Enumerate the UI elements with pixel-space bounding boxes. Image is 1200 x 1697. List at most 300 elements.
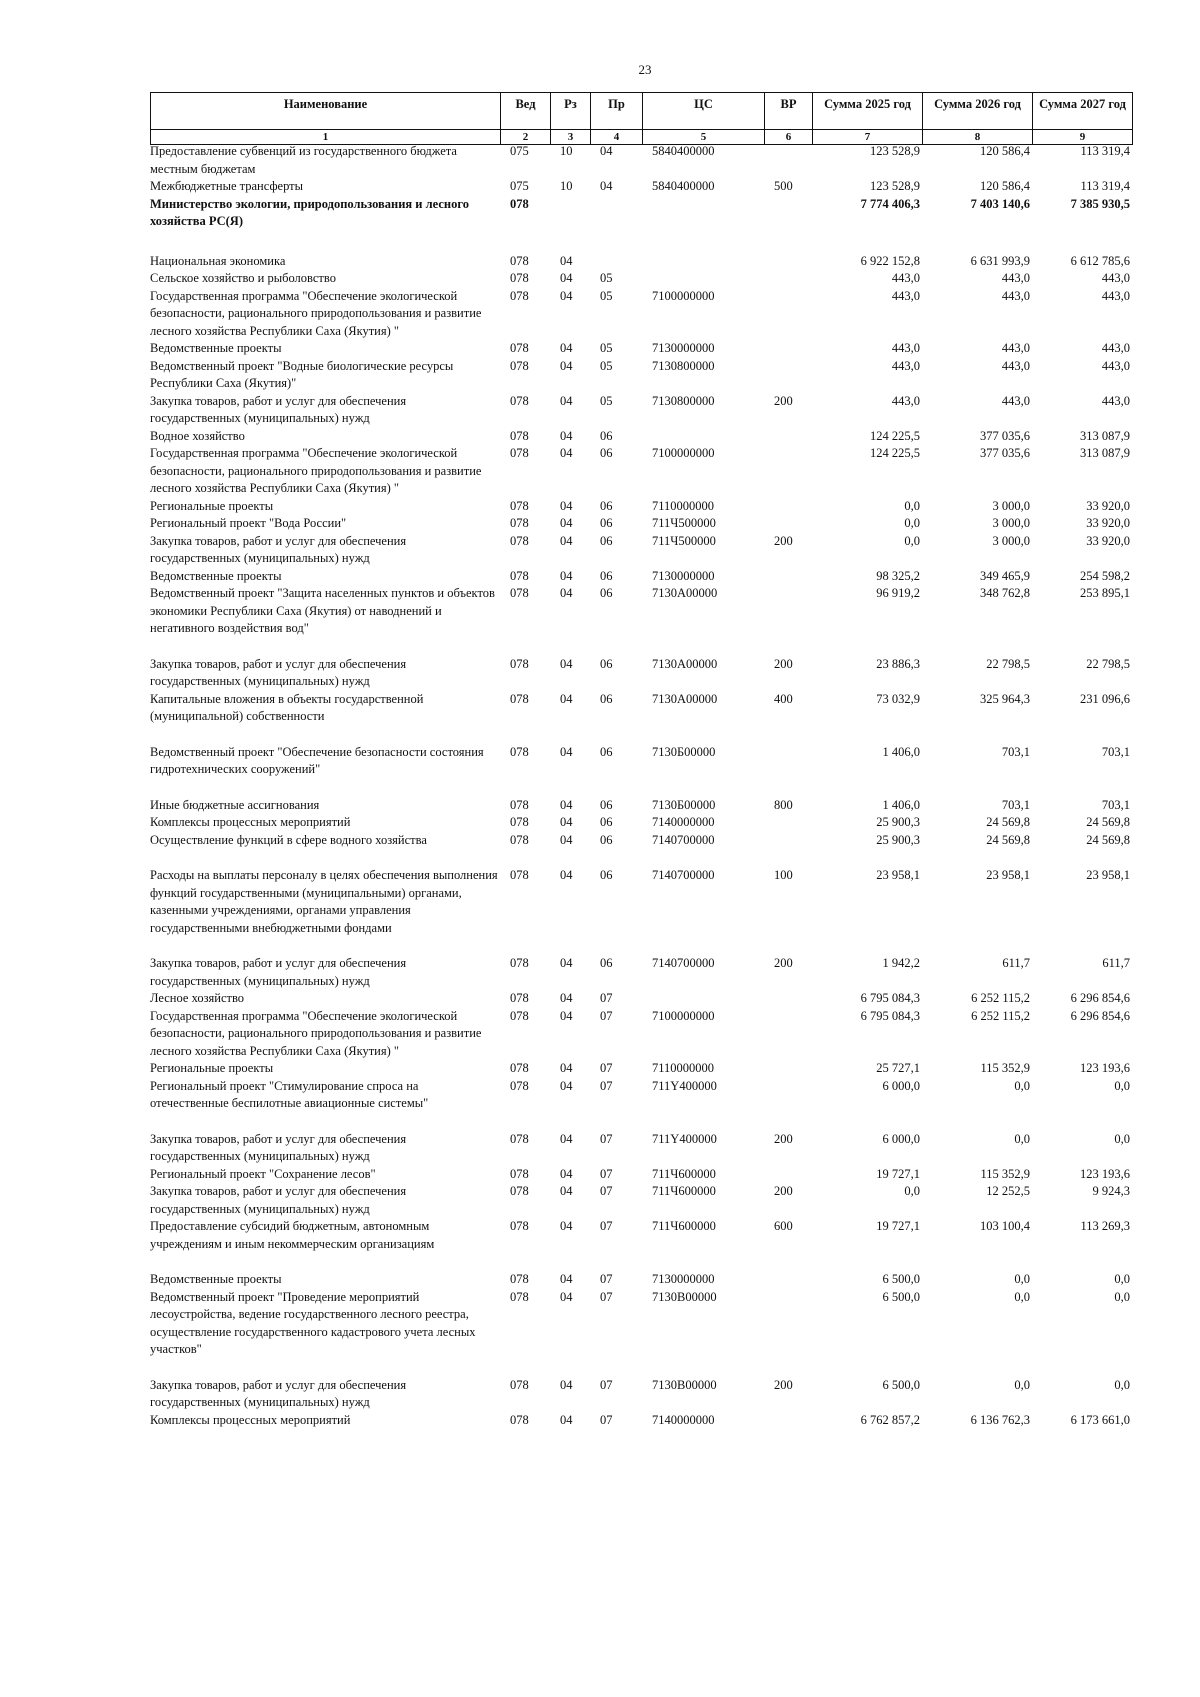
row-rz: 04 — [560, 288, 573, 303]
row-name: Региональный проект "Сохранение лесов" — [150, 1166, 376, 1181]
row-rz: 04 — [560, 446, 573, 460]
row-rz: 04 — [560, 533, 573, 548]
row-vr — [764, 1271, 812, 1289]
row-pr: 05 — [600, 271, 613, 285]
table-row — [150, 393, 1132, 428]
header-number: 9 — [1033, 130, 1133, 145]
row-sum-2026: 12 252,5 — [986, 1184, 1030, 1198]
table-row — [150, 1183, 1132, 1218]
row-sum-2026: 115 352,9 — [980, 1166, 1030, 1181]
row-sum-2025: 6 795 084,3 — [860, 1008, 920, 1023]
row-sum-2026: 24 569,8 — [986, 815, 1030, 829]
header-sum-2027: Сумма 2027 год — [1033, 93, 1133, 130]
row-cs: 7140700000 — [652, 956, 715, 970]
row-ved: 078 — [510, 393, 529, 408]
row-ved: 078 — [510, 797, 529, 812]
row-cs: 7100000000 — [652, 446, 715, 460]
row-cs: 711Ч600000 — [652, 1166, 716, 1181]
row-cs: 5840400000 — [652, 179, 715, 193]
table-row — [150, 196, 1132, 253]
row-vr — [764, 270, 812, 288]
row-ved: 078 — [510, 815, 529, 829]
row-vr: 100 — [774, 868, 793, 882]
row-sum-2026: 0,0 — [1014, 1289, 1030, 1304]
row-name: Капитальные вложения в объекты государственной (муниципальной) собственности — [150, 691, 424, 723]
table-row — [150, 533, 1132, 568]
row-cs: 7130000000 — [652, 1272, 715, 1286]
row-pr: 05 — [600, 393, 613, 408]
table-row — [150, 867, 1132, 955]
row-pr: 06 — [600, 956, 613, 970]
row-pr: 07 — [600, 1219, 613, 1233]
row-ved: 078 — [510, 533, 529, 548]
row-cs: 7130А00000 — [652, 586, 718, 600]
row-pr: 07 — [600, 1289, 613, 1304]
table-row — [150, 1166, 1132, 1184]
row-cs: 7130Б00000 — [652, 797, 716, 812]
row-vr: 200 — [774, 533, 793, 548]
row-pr: 06 — [600, 691, 613, 706]
row-rz: 04 — [560, 568, 573, 583]
row-rz: 04 — [560, 586, 573, 600]
row-vr — [764, 515, 812, 533]
row-sum-2026: 0,0 — [1014, 1377, 1030, 1392]
row-pr: 06 — [600, 815, 613, 829]
row-vr — [764, 1166, 812, 1184]
row-sum-2027: 313 087,9 — [1080, 446, 1130, 460]
row-ved: 078 — [510, 1061, 529, 1075]
row-cs: 711Ч500000 — [652, 533, 716, 548]
row-name: Комплексы процессных мероприятий — [150, 815, 351, 829]
row-sum-2026: 23 958,1 — [986, 868, 1030, 882]
row-cs: 7100000000 — [652, 1008, 715, 1023]
table-row — [150, 143, 1132, 178]
row-pr: 06 — [600, 568, 613, 583]
row-rz: 04 — [560, 1272, 573, 1286]
row-pr: 06 — [600, 428, 613, 443]
row-pr: 07 — [600, 1131, 613, 1146]
row-name: Государственная программа "Обеспечение экологической безопасности, рационального природопользования и развитие лесного хозяйства Республики Саха (Якутия) " — [150, 288, 482, 338]
row-rz: 04 — [560, 744, 573, 759]
row-sum-2027: 24 569,8 — [1086, 815, 1130, 829]
row-sum-2027: 113 319,4 — [1080, 179, 1130, 193]
row-pr: 06 — [600, 586, 613, 600]
header-number: 4 — [591, 130, 643, 145]
row-vr — [764, 143, 812, 178]
row-sum-2026: 6 252 115,2 — [971, 1008, 1030, 1023]
row-sum-2026: 377 035,6 — [980, 446, 1030, 460]
table-header — [150, 92, 1133, 145]
row-sum-2026: 115 352,9 — [980, 1061, 1030, 1075]
row-rz: 04 — [560, 956, 573, 970]
row-sum-2025: 19 727,1 — [876, 1166, 920, 1181]
row-rz — [550, 196, 590, 253]
row-rz: 04 — [560, 1166, 573, 1181]
row-rz: 04 — [560, 868, 573, 882]
row-sum-2026: 6 631 993,9 — [970, 253, 1030, 268]
row-sum-2025: 443,0 — [891, 288, 920, 303]
row-sum-2025: 1 406,0 — [882, 744, 920, 759]
row-rz: 04 — [560, 797, 573, 812]
row-cs: 7130800000 — [652, 393, 715, 408]
table-row — [150, 1078, 1132, 1131]
row-name: Водное хозяйство — [150, 428, 245, 443]
row-pr: 06 — [600, 868, 613, 882]
row-rz: 04 — [560, 656, 573, 671]
row-sum-2025: 6 922 152,8 — [860, 253, 920, 268]
row-name: Закупка товаров, работ и услуг для обеспечения государственных (муниципальных) нужд — [150, 956, 407, 988]
table-row — [150, 253, 1132, 271]
row-ved: 078 — [510, 1219, 529, 1233]
table-row — [150, 955, 1132, 990]
row-sum-2026: 443,0 — [1001, 271, 1030, 285]
row-sum-2025: 123 528,9 — [870, 144, 920, 158]
row-sum-2025: 0,0 — [904, 1184, 920, 1198]
row-rz: 04 — [560, 516, 573, 530]
row-sum-2027: 703,1 — [1101, 797, 1130, 812]
row-sum-2026: 703,1 — [1001, 744, 1030, 759]
header-number: 6 — [765, 130, 813, 145]
row-name: Государственная программа "Обеспечение экологической безопасности, рационального природопользования и развитие лесного хозяйства Республики Саха (Якутия) " — [150, 1008, 482, 1058]
row-sum-2026: 703,1 — [1001, 797, 1030, 812]
row-sum-2025: 443,0 — [891, 393, 920, 408]
row-pr: 06 — [600, 516, 613, 530]
row-ved: 078 — [510, 568, 529, 583]
row-vr: 200 — [774, 1377, 793, 1392]
row-sum-2025: 19 727,1 — [876, 1219, 920, 1233]
header-rz: Рз — [551, 93, 591, 130]
row-name: Ведомственный проект "Проведение мероприятий лесоустройства, ведение государственного лесного реестра, осуществление государственного кадастрового учета лесных участков" — [150, 1289, 476, 1356]
row-sum-2026: 0,0 — [1014, 1078, 1030, 1093]
row-rz: 04 — [560, 815, 573, 829]
table-row — [150, 1271, 1132, 1289]
row-name: Иные бюджетные ассигнования — [150, 797, 320, 812]
row-cs: 7110000000 — [652, 498, 715, 513]
row-ved: 078 — [510, 341, 529, 355]
row-sum-2025: 25 900,3 — [876, 815, 920, 829]
row-vr: 200 — [774, 1131, 793, 1146]
table-row — [150, 744, 1132, 797]
row-ved: 078 — [510, 1412, 529, 1427]
row-cs: 7140000000 — [652, 1412, 715, 1427]
row-pr: 07 — [600, 1272, 613, 1286]
row-vr: 200 — [774, 1184, 793, 1198]
row-pr: 04 — [600, 144, 613, 158]
row-cs — [642, 428, 764, 446]
row-sum-2025: 0,0 — [904, 516, 920, 530]
row-name: Закупка товаров, работ и услуг для обеспечения государственных (муниципальных) нужд — [150, 656, 407, 688]
row-sum-2027: 611,7 — [1102, 956, 1130, 970]
row-rz: 04 — [560, 1131, 573, 1146]
row-vr: 500 — [774, 179, 793, 193]
row-cs: 7140700000 — [652, 868, 715, 882]
row-ved: 078 — [510, 1272, 529, 1286]
row-sum-2027: 33 920,0 — [1086, 533, 1130, 548]
table-row — [150, 990, 1132, 1008]
row-rz: 04 — [560, 253, 573, 268]
row-name: Ведомственные проекты — [150, 1272, 282, 1286]
row-sum-2026: 443,0 — [1001, 358, 1030, 373]
row-vr — [764, 288, 812, 341]
row-sum-2027: 0,0 — [1114, 1377, 1130, 1392]
row-sum-2025: 6 762 857,2 — [860, 1412, 920, 1427]
budget-table — [150, 143, 1132, 1429]
table-row — [150, 498, 1132, 516]
header-number: 5 — [643, 130, 765, 145]
row-rz: 04 — [560, 1008, 573, 1023]
row-name: Министерство экологии, природопользования и лесного хозяйства РС(Я) — [150, 196, 469, 228]
row-sum-2026: 3 000,0 — [992, 533, 1030, 548]
row-sum-2027: 231 096,6 — [1080, 691, 1130, 706]
row-rz: 04 — [560, 428, 573, 443]
row-pr: 06 — [600, 498, 613, 513]
row-sum-2027: 443,0 — [1101, 393, 1130, 408]
row-cs: 7140700000 — [652, 832, 715, 847]
row-rz: 04 — [560, 1184, 573, 1198]
row-sum-2025: 23 958,1 — [876, 868, 920, 882]
row-sum-2027: 6 296 854,6 — [1070, 991, 1130, 1005]
row-sum-2027: 443,0 — [1101, 358, 1130, 373]
table-row — [150, 340, 1132, 358]
row-pr — [590, 253, 642, 271]
row-sum-2026: 22 798,5 — [986, 656, 1030, 671]
row-rz: 04 — [560, 498, 573, 513]
row-ved: 078 — [510, 358, 529, 373]
row-vr — [764, 814, 812, 832]
row-sum-2027: 123 193,6 — [1080, 1061, 1130, 1075]
row-sum-2025: 1 942,2 — [882, 956, 920, 970]
row-sum-2025: 124 225,5 — [870, 428, 920, 443]
row-sum-2025: 1 406,0 — [882, 797, 920, 812]
row-rz: 04 — [560, 1078, 573, 1093]
row-sum-2027: 33 920,0 — [1086, 498, 1130, 513]
row-sum-2026: 443,0 — [1001, 341, 1030, 355]
row-vr — [764, 445, 812, 498]
table-row — [150, 656, 1132, 691]
row-sum-2027: 7 385 930,5 — [1070, 196, 1130, 211]
row-rz: 04 — [560, 393, 573, 408]
row-sum-2025: 6 500,0 — [882, 1377, 920, 1392]
row-ved: 075 — [510, 179, 529, 193]
row-vr — [764, 990, 812, 1008]
row-vr: 200 — [774, 393, 793, 408]
row-sum-2026: 6 136 762,3 — [970, 1412, 1030, 1427]
row-rz: 04 — [560, 1219, 573, 1233]
row-ved: 078 — [510, 253, 529, 268]
row-sum-2027: 0,0 — [1114, 1131, 1130, 1146]
header-sum-2025: Сумма 2025 год — [813, 93, 923, 130]
row-ved: 078 — [510, 868, 529, 882]
row-name: Ведомственный проект "Водные биологические ресурсы Республики Саха (Якутия)" — [150, 358, 454, 390]
row-sum-2026: 348 762,8 — [980, 586, 1030, 600]
page-number: 23 — [638, 62, 652, 77]
row-sum-2025: 98 325,2 — [876, 568, 920, 583]
table-row — [150, 1412, 1132, 1430]
row-ved: 078 — [510, 1008, 529, 1023]
table-row — [150, 691, 1132, 744]
row-name: Ведомственные проекты — [150, 341, 282, 355]
row-sum-2026: 0,0 — [1014, 1272, 1030, 1286]
row-cs: 711Y400000 — [652, 1078, 717, 1093]
row-name: Закупка товаров, работ и услуг для обеспечения государственных (муниципальных) нужд — [150, 393, 407, 425]
row-vr — [764, 1078, 812, 1131]
row-sum-2026: 443,0 — [1001, 393, 1030, 408]
row-sum-2027: 254 598,2 — [1080, 568, 1130, 583]
row-name: Комплексы процессных мероприятий — [150, 1412, 351, 1427]
row-sum-2027: 253 895,1 — [1080, 586, 1130, 600]
row-sum-2026: 611,7 — [1002, 956, 1030, 970]
row-sum-2025: 6 795 084,3 — [860, 991, 920, 1005]
row-sum-2027: 6 173 661,0 — [1070, 1412, 1130, 1427]
row-vr — [764, 568, 812, 586]
header-number: 2 — [501, 130, 551, 145]
table-row — [150, 1377, 1132, 1412]
row-cs — [642, 270, 764, 288]
row-vr — [764, 1412, 812, 1430]
row-name: Лесное хозяйство — [150, 991, 245, 1005]
row-sum-2025: 6 000,0 — [882, 1078, 920, 1093]
row-sum-2027: 313 087,9 — [1080, 428, 1130, 443]
row-pr — [590, 196, 642, 253]
row-name: Закупка товаров, работ и услуг для обеспечения государственных (муниципальных) нужд — [150, 1184, 407, 1216]
row-sum-2027: 703,1 — [1101, 744, 1130, 759]
row-sum-2025: 124 225,5 — [870, 446, 920, 460]
header-vr: ВР — [765, 93, 813, 130]
row-sum-2027: 6 296 854,6 — [1070, 1008, 1130, 1023]
row-sum-2026: 3 000,0 — [992, 516, 1030, 530]
row-pr: 04 — [600, 179, 613, 193]
row-rz: 04 — [560, 832, 573, 847]
row-name: Региональный проект "Вода России" — [150, 516, 347, 530]
table-row — [150, 288, 1132, 341]
header-number: 1 — [151, 130, 501, 145]
row-ved: 078 — [510, 1131, 529, 1146]
row-vr: 200 — [774, 956, 793, 970]
row-sum-2027: 0,0 — [1114, 1272, 1130, 1286]
row-rz: 04 — [560, 691, 573, 706]
row-pr: 06 — [600, 533, 613, 548]
row-sum-2027: 113 269,3 — [1080, 1219, 1130, 1233]
row-ved: 078 — [510, 1289, 529, 1304]
row-sum-2025: 0,0 — [904, 533, 920, 548]
row-ved: 078 — [510, 196, 529, 211]
row-cs: 711Ч600000 — [652, 1219, 716, 1233]
row-ved: 078 — [510, 744, 529, 759]
row-name: Региональный проект "Стимулирование спроса на отечественные беспилотные авиационные системы" — [150, 1078, 429, 1110]
row-sum-2027: 443,0 — [1101, 271, 1130, 285]
row-sum-2026: 443,0 — [1001, 288, 1030, 303]
row-ved: 078 — [510, 446, 529, 460]
row-sum-2027: 6 612 785,6 — [1070, 253, 1130, 268]
row-pr: 06 — [600, 797, 613, 812]
table-row — [150, 445, 1132, 498]
table-row — [150, 178, 1132, 196]
row-ved: 078 — [510, 656, 529, 671]
row-vr: 800 — [774, 797, 793, 812]
row-ved: 078 — [510, 288, 529, 303]
row-name: Закупка товаров, работ и услуг для обеспечения государственных (муниципальных) нужд — [150, 533, 407, 565]
table-row — [150, 832, 1132, 868]
header-number: 3 — [551, 130, 591, 145]
row-sum-2027: 22 798,5 — [1086, 656, 1130, 671]
row-sum-2027: 113 319,4 — [1080, 144, 1130, 158]
row-name: Закупка товаров, работ и услуг для обеспечения государственных (муниципальных) нужд — [150, 1131, 407, 1163]
row-cs: 7100000000 — [652, 288, 715, 303]
row-sum-2025: 96 919,2 — [876, 586, 920, 600]
header-pr: Пр — [591, 93, 643, 130]
row-name: Региональные проекты — [150, 1061, 274, 1075]
row-sum-2026: 0,0 — [1014, 1131, 1030, 1146]
row-sum-2027: 123 193,6 — [1080, 1166, 1130, 1181]
row-sum-2026: 349 465,9 — [980, 568, 1030, 583]
row-sum-2027: 24 569,8 — [1086, 832, 1130, 847]
row-ved: 078 — [510, 1166, 529, 1181]
row-rz: 04 — [560, 991, 573, 1005]
row-vr — [764, 196, 812, 253]
row-vr: 600 — [774, 1219, 793, 1233]
row-vr — [764, 253, 812, 271]
row-pr: 06 — [600, 832, 613, 847]
row-cs — [642, 196, 764, 253]
row-sum-2025: 25 727,1 — [876, 1061, 920, 1075]
row-ved: 078 — [510, 956, 529, 970]
table-row — [150, 1008, 1132, 1061]
row-name: Расходы на выплаты персоналу в целях обеспечения выполнения функций государственными (муниципальными) органами, казенными учреждениями, органами управления государственными внебюджетными фондами — [150, 868, 498, 935]
row-name: Ведомственный проект "Защита населенных пунктов и объектов экономики Республики Саха (Якутия) от наводнений и негативного воздействия вод" — [150, 586, 495, 635]
table-row — [150, 568, 1132, 586]
table-row — [150, 358, 1132, 393]
row-ved: 078 — [510, 428, 529, 443]
row-ved: 078 — [510, 586, 529, 600]
row-ved: 078 — [510, 1377, 529, 1392]
row-pr: 07 — [600, 991, 613, 1005]
header-ved: Вед — [501, 93, 551, 130]
row-pr: 06 — [600, 446, 613, 460]
table-row — [150, 1218, 1132, 1271]
table-row — [150, 515, 1132, 533]
row-vr — [764, 358, 812, 393]
header-name: Наименование — [151, 93, 501, 130]
row-sum-2026: 325 964,3 — [980, 691, 1030, 706]
row-sum-2026: 103 100,4 — [980, 1219, 1030, 1233]
row-cs: 7130800000 — [652, 358, 715, 373]
row-vr: 200 — [774, 656, 793, 671]
row-ved: 078 — [510, 498, 529, 513]
row-ved: 078 — [510, 271, 529, 285]
row-ved: 078 — [510, 691, 529, 706]
row-name: Межбюджетные трансферты — [150, 179, 304, 193]
row-vr: 400 — [774, 691, 793, 706]
row-rz: 04 — [560, 1061, 573, 1075]
table-row — [150, 428, 1132, 446]
row-sum-2025: 443,0 — [891, 271, 920, 285]
row-name: Государственная программа "Обеспечение экологической безопасности, рационального природопользования и развитие лесного хозяйства Республики Саха (Якутия) " — [150, 446, 482, 495]
row-pr: 06 — [600, 656, 613, 671]
row-ved: 075 — [510, 144, 529, 158]
row-pr: 05 — [600, 341, 613, 355]
row-sum-2025: 443,0 — [891, 358, 920, 373]
table-row — [150, 585, 1132, 656]
row-sum-2027: 0,0 — [1114, 1289, 1130, 1304]
row-pr: 07 — [600, 1061, 613, 1075]
header-sum-2026: Сумма 2026 год — [923, 93, 1033, 130]
row-sum-2025: 6 000,0 — [882, 1131, 920, 1146]
row-sum-2027: 33 920,0 — [1086, 516, 1130, 530]
row-cs: 5840400000 — [652, 144, 715, 158]
row-name: Сельское хозяйство и рыболовство — [150, 271, 336, 285]
row-sum-2026: 377 035,6 — [980, 428, 1030, 443]
row-ved: 078 — [510, 1078, 529, 1093]
